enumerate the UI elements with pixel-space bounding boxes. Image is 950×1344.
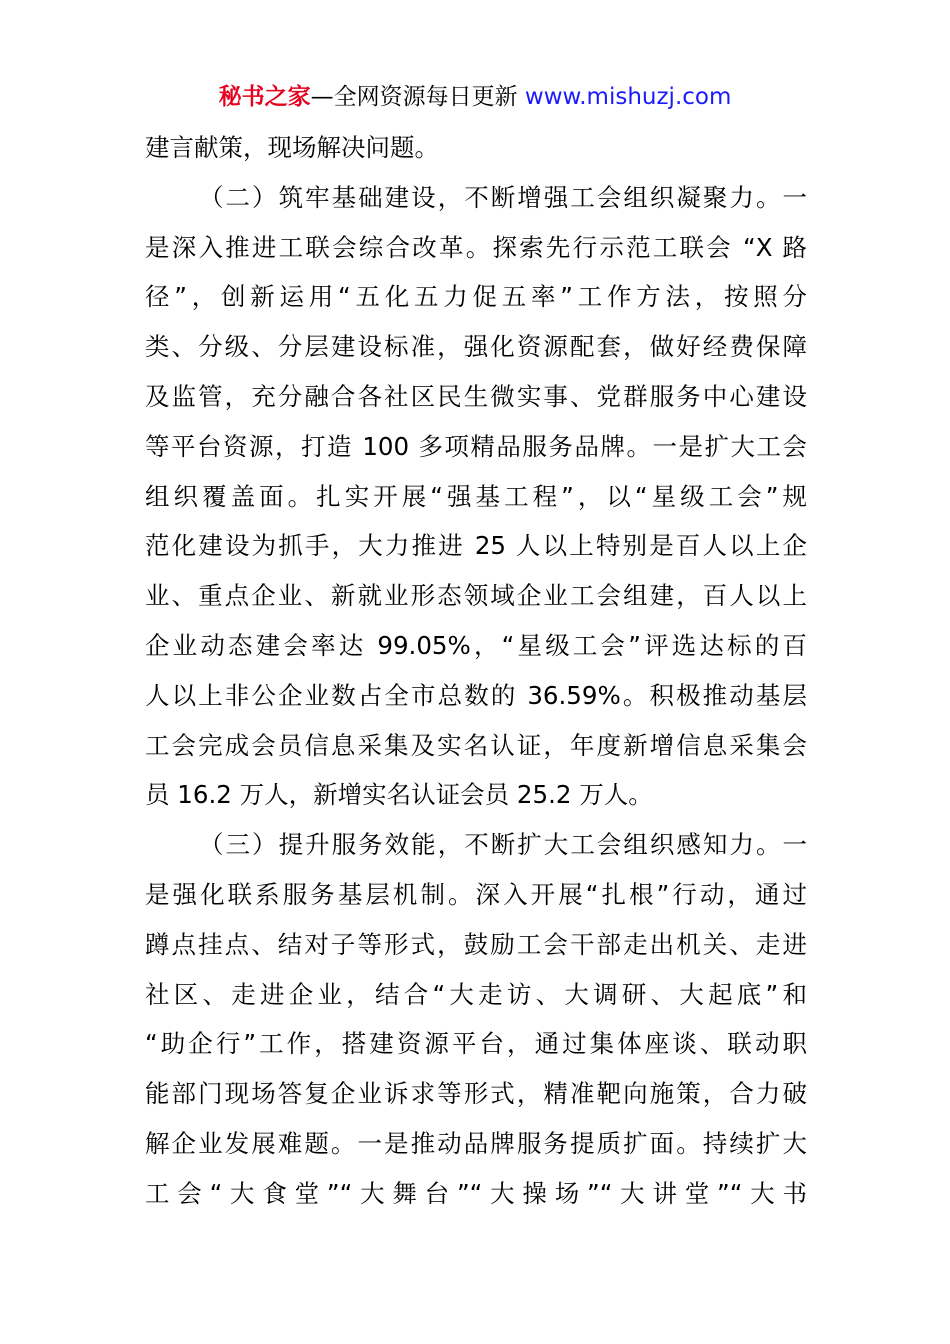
text-line: “助企行”工作，搭建资源平台，通过集体座谈、联动职 (145, 1029, 807, 1059)
text-line: 员 16.2 万人，新增实名认证会员 25.2 万人。 (145, 780, 653, 810)
text-line: 人以上非公企业数占全市总数的 36.59%。积极推动基层 (145, 680, 807, 710)
paragraph-heading-line: （三）提升服务效能，不断扩大工会组织感知力。一 (199, 830, 807, 860)
paragraph-heading-line: （二）筑牢基础建设，不断增强工会组织凝聚力。一 (199, 182, 807, 212)
site-header (0, 80, 950, 114)
text-line: 社区、走进企业，结合“大走访、大调研、大起底”和 (145, 979, 807, 1009)
text-line: 径”，创新运用“五化五力促五率”工作方法，按照分 (145, 282, 807, 312)
text-line: 建言献策，现场解决问题。 (145, 133, 439, 162)
site-brand: 秘书之家 (218, 84, 311, 110)
text-line: 业、重点企业、新就业形态领域企业工会组建，百人以上 (145, 581, 807, 611)
text-line: 是深入推进工联会综合改革。探索先行示范工联会 “X 路 (145, 232, 807, 262)
text-line: 企业动态建会率达 99.05%，“星级工会”评选达标的百 (145, 630, 807, 660)
text-line: 范化建设为抓手，大力推进 25 人以上特别是百人以上企 (145, 531, 807, 561)
text-line: 工会“大食堂”“大舞台”“大操场”“大讲堂”“大书 (145, 1178, 807, 1208)
text-line: 类、分级、分层建设标准，强化资源配套，做好经费保障 (145, 332, 807, 362)
text-line: 能部门现场答复企业诉求等形式，精准靶向施策，合力破 (145, 1079, 807, 1109)
document-body (145, 123, 807, 1219)
text-line: 组织覆盖面。扎实开展“强基工程”，以“星级工会”规 (145, 481, 807, 511)
text-line: 是强化联系服务基层机制。深入开展“扎根”行动，通过 (145, 879, 807, 909)
site-url-link[interactable]: www.mishuzj.com (524, 84, 732, 110)
text-line: 解企业发展难题。一是推动品牌服务提质扩面。持续扩大 (145, 1128, 807, 1158)
text-line: 工会完成会员信息采集及实名认证，年度新增信息采集会 (145, 730, 807, 760)
text-line: 蹲点挂点、结对子等形式，鼓励工会干部走出机关、走进 (145, 929, 807, 959)
site-tagline: —全网资源每日更新 (310, 84, 518, 110)
text-line: 等平台资源，打造 100 多项精品服务品牌。一是扩大工会 (145, 431, 807, 461)
text-line: 及监管，充分融合各社区民生微实事、党群服务中心建设 (145, 381, 807, 411)
